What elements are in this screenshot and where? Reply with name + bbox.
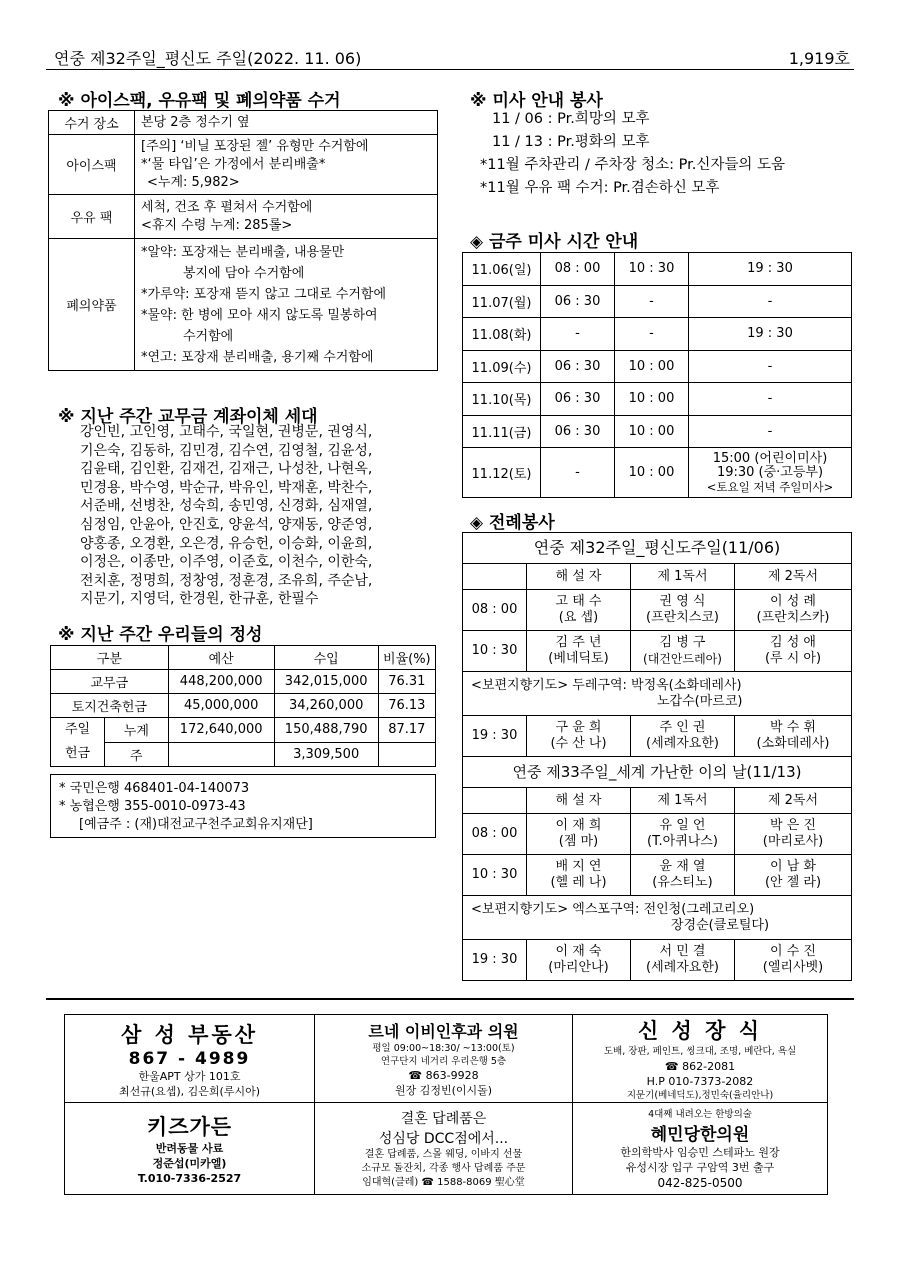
week-label: 주 — [105, 742, 169, 767]
reading2-header: 제 2독서 — [735, 564, 852, 590]
medicine-info — [135, 239, 438, 371]
schedule-table — [462, 252, 852, 498]
person-name: 이 수 진 — [770, 944, 816, 959]
liturgy-table — [462, 532, 852, 981]
medicine-line: *물약: 한 병에 모아 새지 않도록 밀봉하여 — [141, 307, 378, 323]
ad-line: 평일 09:00~18:30/ ~13:00(토) — [372, 1043, 515, 1054]
ad-line: ☎ 862-2081 — [664, 1060, 736, 1073]
schedule-time: 06 : 30 — [541, 285, 615, 318]
time-header — [463, 564, 527, 590]
baptismal-name: (T.아퀴나스) — [647, 834, 718, 849]
schedule-time: 10 : 00 — [615, 415, 689, 448]
person-name: 김 병 구 — [659, 635, 706, 650]
baptismal-name: (수 산 나) — [550, 736, 607, 751]
ads-separator — [46, 998, 854, 1000]
schedule-date: 11.06(일) — [463, 253, 541, 286]
ad-kidsgarden — [65, 1103, 315, 1195]
schedule-date: 11.08(화) — [463, 318, 541, 351]
ad-line: 도배, 장판, 페인트, 씽크대, 조명, 베란다, 욕실 — [603, 1046, 797, 1057]
icepack-info — [135, 135, 438, 195]
service-time: 08 : 00 — [463, 590, 527, 631]
service-time: 19 : 30 — [463, 940, 527, 981]
offering-rate: 76.13 — [378, 694, 435, 718]
offering-header: 비율(%) — [378, 646, 435, 670]
service-time: 19 : 30 — [463, 716, 527, 757]
names-line: 서준배, 선병찬, 성숙희, 송민영, 신경화, 심재열, — [80, 498, 373, 515]
collection-title: ※ 아이스팩, 우유팩 및 폐의약품 수거 — [58, 91, 341, 111]
person-name: 주 인 권 — [659, 720, 706, 735]
offering-header: 구분 — [51, 646, 169, 670]
schedule-time: 10 : 30 — [615, 253, 689, 286]
offering-income: 34,260,000 — [274, 694, 378, 718]
schedule-time: 10 : 00 — [615, 350, 689, 383]
commentator — [527, 631, 631, 672]
person-name: 이 남 화 — [770, 859, 816, 874]
schedule-time: 19 : 30 — [689, 318, 852, 351]
schedule-time: - — [689, 285, 852, 318]
baptismal-name: (마리안나) — [548, 960, 609, 975]
ad-line: 결혼 답례품은 — [400, 1110, 487, 1127]
schedule-time: - — [541, 318, 615, 351]
ad-name: 르네 이비인후과 의원 — [368, 1022, 519, 1041]
names-line: 전치훈, 정명희, 정창영, 정훈경, 조유희, 주순남, — [80, 572, 373, 589]
cumulative-income: 150,488,790 — [274, 718, 378, 743]
baptismal-name: (젬 마) — [558, 834, 599, 849]
sunday-label-line: 주일 — [64, 722, 91, 737]
reader-1 — [631, 716, 735, 757]
cumulative-rate: 87.17 — [378, 718, 435, 743]
schedule-time: - — [689, 383, 852, 416]
account-line: * 국민은행 468401-04-140073 — [59, 781, 250, 796]
schedule-time: 08 : 00 — [541, 253, 615, 286]
ad-name: 신 성 장 식 — [637, 1019, 763, 1043]
week-rate — [378, 742, 435, 767]
service-time: 10 : 30 — [463, 631, 527, 672]
ad-ent-clinic — [315, 1015, 573, 1103]
milk-label: 우유 팩 — [49, 195, 135, 239]
icepack-line: <누계: 5,982> — [147, 174, 240, 190]
icepack-line: [주의] ‘비닐 포장된 젤’ 유형만 수거함에 — [141, 138, 369, 154]
baptismal-name: (마리로사) — [762, 834, 824, 849]
reader-1 — [631, 590, 735, 631]
sat-line: 15:00 (어린이미사) — [712, 450, 828, 466]
baptismal-name: (엘리사벳) — [762, 960, 824, 975]
baptismal-name: (요 셉) — [558, 610, 599, 625]
reader-1 — [631, 940, 735, 981]
place-label: 수거 장소 — [49, 111, 135, 135]
person-name: 윤 재 열 — [659, 859, 706, 874]
offering-label: 토지건축헌금 — [51, 694, 169, 718]
schedule-date: 11.07(월) — [463, 285, 541, 318]
week-budget — [168, 742, 274, 767]
service-time: 08 : 00 — [463, 814, 527, 855]
ad-sungsimdang — [315, 1103, 573, 1195]
sunday-label-line: 헌금 — [64, 746, 91, 761]
person-name: 유 일 언 — [659, 818, 706, 833]
mass-service-line: 11 / 06 : Pr.희망의 모후 — [492, 111, 650, 127]
ad-line: 최선규(요셉), 김은희(루시아) — [118, 1084, 261, 1098]
offering-income: 342,015,000 — [274, 670, 378, 694]
offering-budget: 45,000,000 — [168, 694, 274, 718]
ad-line: 결혼 답례품, 스몰 웨딩, 이바지 선물 — [364, 1148, 523, 1160]
schedule-date: 11.12(토) — [463, 448, 541, 498]
baptismal-name: (루 시 아) — [764, 651, 822, 666]
ad-line: 연구단지 네거리 우리은행 5층 — [380, 1056, 507, 1067]
ad-line: 한의학박사 임승민 스테파노 원장 — [620, 1146, 780, 1159]
prayer-note — [463, 896, 852, 940]
milk-info — [135, 195, 438, 239]
medicine-line: 봉지에 담아 수거함에 — [183, 265, 305, 281]
commentator — [527, 716, 631, 757]
ad-line: H.P 010-7373-2082 — [646, 1075, 754, 1088]
ad-name: 삼 성 부동산 — [120, 1022, 259, 1047]
ad-phone: 867 - 4989 — [128, 1048, 251, 1069]
schedule-time: - — [615, 318, 689, 351]
ad-line: 성심당 DCC점에서... — [378, 1130, 509, 1147]
names-line: 기은숙, 김동하, 김민경, 김수연, 김영철, 김윤성, — [80, 442, 373, 459]
names-line: 김윤태, 김인환, 김재건, 김재근, 나성찬, 나현옥, — [80, 461, 373, 478]
baptismal-name: (대건안드레아) — [643, 652, 722, 666]
medicine-line: *알약: 포장재는 분리배출, 내용물만 — [141, 244, 345, 260]
ad-line: 정준섭(미카엘) — [152, 1157, 227, 1170]
baptismal-name: (안 젤 라) — [764, 875, 822, 890]
week1-title: 연중 제32주일_평신도주일(11/06) — [463, 533, 852, 564]
reading1-header: 제 1독서 — [631, 788, 735, 814]
person-name: 고 태 수 — [555, 594, 602, 609]
bank-accounts — [50, 774, 436, 838]
icepack-line: *‘물 타입’은 가정에서 분리배출* — [141, 156, 326, 172]
offering-header: 예산 — [168, 646, 274, 670]
baptismal-name: (베네딕토) — [548, 651, 609, 666]
person-name: 서 민 결 — [659, 944, 706, 959]
place-value: 본당 2층 정수기 옆 — [135, 111, 438, 135]
person-name: 구 윤 희 — [555, 720, 602, 735]
names-line: 심정임, 안윤아, 안진호, 양윤석, 양재동, 양준영, — [80, 516, 373, 533]
reader-2 — [735, 590, 852, 631]
offering-rate: 76.31 — [378, 670, 435, 694]
offering-title: ※ 지난 주간 우리들의 정성 — [58, 625, 263, 645]
person-name: 권 영 식 — [659, 594, 706, 609]
schedule-time: 10 : 00 — [615, 383, 689, 416]
ad-line: 042-825-0500 — [657, 1176, 743, 1190]
baptismal-name: (유스티노) — [652, 875, 713, 890]
sat-line: 19:30 (중·고등부) — [716, 464, 824, 480]
ad-line: T.010-7336-2527 — [137, 1172, 242, 1185]
ad-line: 유성시장 입구 구암역 3번 출구 — [625, 1161, 775, 1174]
person-name: 이 재 숙 — [555, 944, 602, 959]
page-header — [46, 44, 854, 70]
schedule-date: 11.09(수) — [463, 350, 541, 383]
schedule-time: 10 : 00 — [615, 448, 689, 498]
medicine-label: 폐의약품 — [49, 239, 135, 371]
offering-table — [50, 645, 436, 767]
prayer-note — [463, 672, 852, 716]
schedule-date: 11.10(목) — [463, 383, 541, 416]
reader-1 — [631, 631, 735, 672]
person-name: 박 수 휘 — [770, 720, 816, 735]
cumulative-budget: 172,640,000 — [168, 718, 274, 743]
baptismal-name: (프란치스코) — [646, 610, 719, 625]
time-header — [463, 788, 527, 814]
names-line: 지문기, 지영덕, 한경원, 한규훈, 한필수 — [80, 591, 319, 608]
person-name: 이 재 희 — [555, 818, 602, 833]
person-name: 배 지 연 — [555, 859, 602, 874]
ad-line: 한울APT 상가 101호 — [138, 1069, 241, 1083]
schedule-time: 06 : 30 — [541, 383, 615, 416]
commentator-header: 해 설 자 — [527, 788, 631, 814]
baptismal-name: (소화데레사) — [756, 736, 830, 751]
reader-2 — [735, 814, 852, 855]
reader-2 — [735, 940, 852, 981]
account-line: [예금주 : (재)대전교구천주교회유지재단] — [79, 817, 313, 832]
service-time: 10 : 30 — [463, 855, 527, 896]
ad-name: 키즈가든 — [146, 1115, 233, 1139]
reader-1 — [631, 814, 735, 855]
reader-2 — [735, 631, 852, 672]
names-line: 강인빈, 고인영, 고태수, 국일현, 권병문, 권영식, — [80, 424, 373, 440]
issue-number: 1,919호 — [788, 49, 850, 68]
note-line: <보편지향기도> 엑스포구역: 전인청(그레고리오) — [471, 901, 755, 917]
mass-service-line: 11 / 13 : Pr.평화의 모후 — [492, 134, 650, 150]
person-name: 이 성 례 — [770, 594, 816, 609]
milk-line: 세척, 건조 후 펼쳐서 수거함에 — [141, 199, 313, 215]
commentator-header: 해 설 자 — [527, 564, 631, 590]
week-income: 3,309,500 — [274, 742, 378, 767]
ad-oriental-clinic — [573, 1103, 828, 1195]
schedule-title: ◈ 금주 미사 시간 안내 — [470, 232, 639, 252]
transfer-names — [80, 423, 440, 609]
reader-2 — [735, 855, 852, 896]
schedule-time: - — [689, 350, 852, 383]
reader-1 — [631, 855, 735, 896]
commentator — [527, 814, 631, 855]
baptismal-name: (세례자요한) — [646, 736, 719, 751]
reader-2 — [735, 716, 852, 757]
ad-name: 혜민당한의원 — [650, 1125, 750, 1145]
ad-line: 원장 김정빈(이시돌) — [394, 1084, 493, 1097]
ads-grid — [64, 1014, 828, 1195]
person-name: 박 은 진 — [770, 818, 816, 833]
note-line: 장경순(클로틸다) — [671, 917, 770, 933]
ad-interior — [573, 1015, 828, 1103]
baptismal-name: (프란치스카) — [756, 610, 830, 625]
names-line: 양홍종, 오경환, 오은경, 유승헌, 이승화, 이윤희, — [80, 535, 373, 552]
schedule-time: - — [689, 415, 852, 448]
sat-line: <토요일 저녁 주일미사> — [706, 479, 834, 494]
collection-table — [48, 110, 438, 371]
milk-line: <휴지 수령 누계: 285롤> — [141, 217, 293, 233]
schedule-time: 06 : 30 — [541, 350, 615, 383]
medicine-line: *가루약: 포장재 뜯지 않고 그대로 수거함에 — [141, 286, 387, 302]
names-line: 민경용, 박수영, 박순규, 박유인, 박재훈, 박찬수, — [80, 479, 373, 496]
liturgy-title: ◈ 전례봉사 — [470, 513, 555, 533]
mass-service-title: ※ 미사 안내 봉사 — [470, 91, 603, 111]
ad-line: 임대혁(클레) ☎ 1588-8069 聖心堂 — [362, 1176, 525, 1188]
person-name: 김 주 년 — [555, 635, 602, 650]
note-line: <보편지향기도> 두레구역: 박정옥(소화데레사) — [471, 677, 742, 693]
baptismal-name: (헬 레 나) — [550, 875, 607, 890]
schedule-time: 19 : 30 — [689, 253, 852, 286]
names-line: 이정은, 이종만, 이주영, 이준호, 이천수, 이한숙, — [80, 554, 373, 571]
reading1-header: 제 1독서 — [631, 564, 735, 590]
icepack-label: 아이스팩 — [49, 135, 135, 195]
commentator — [527, 590, 631, 631]
reading2-header: 제 2독서 — [735, 788, 852, 814]
saturday-evening-masses — [689, 448, 852, 498]
offering-budget: 448,200,000 — [168, 670, 274, 694]
commentator — [527, 855, 631, 896]
account-line: * 농협은행 355-0010-0973-43 — [59, 799, 246, 814]
ad-line: ☎ 863-9928 — [408, 1069, 479, 1082]
transfer-title: ※ 지난 주간 교무금 계좌이체 세대 — [58, 407, 318, 427]
week2-title: 연중 제33주일_세계 가난한 이의 날(11/13) — [463, 757, 852, 788]
ad-line: 소규모 돌잔치, 각종 행사 답례품 주문 — [361, 1162, 526, 1174]
ad-line: 4대째 내려오는 한방의술 — [648, 1109, 752, 1120]
schedule-time: - — [541, 448, 615, 498]
offering-header: 수입 — [274, 646, 378, 670]
ad-line: 반려동물 사료 — [155, 1142, 224, 1155]
mass-service-list — [480, 108, 855, 200]
mass-service-line: *11월 우유 팩 수거: Pr.겸손하신 모후 — [480, 180, 720, 196]
baptismal-name: (세례자요한) — [646, 960, 719, 975]
cumulative-label: 누계 — [105, 718, 169, 743]
schedule-date: 11.11(금) — [463, 415, 541, 448]
ad-line: 지문기(베네딕도),정민숙(율리안나) — [626, 1090, 774, 1101]
medicine-line: *연고: 포장재 분리배출, 용기째 수거함에 — [141, 349, 374, 365]
note-line: 노갑수(마르코) — [657, 693, 743, 709]
header-date: 연중 제32주일_평신도 주일(2022. 11. 06) — [54, 49, 362, 68]
person-name: 김 성 애 — [770, 635, 816, 650]
medicine-line: 수거함에 — [183, 328, 234, 344]
offering-label: 교무금 — [51, 670, 169, 694]
sunday-offering-label — [51, 718, 105, 767]
schedule-time: 06 : 30 — [541, 415, 615, 448]
ad-realestate — [65, 1015, 315, 1103]
mass-service-line: *11월 주차관리 / 주차장 청소: Pr.신자들의 도움 — [480, 157, 785, 173]
commentator — [527, 940, 631, 981]
schedule-time: - — [615, 285, 689, 318]
